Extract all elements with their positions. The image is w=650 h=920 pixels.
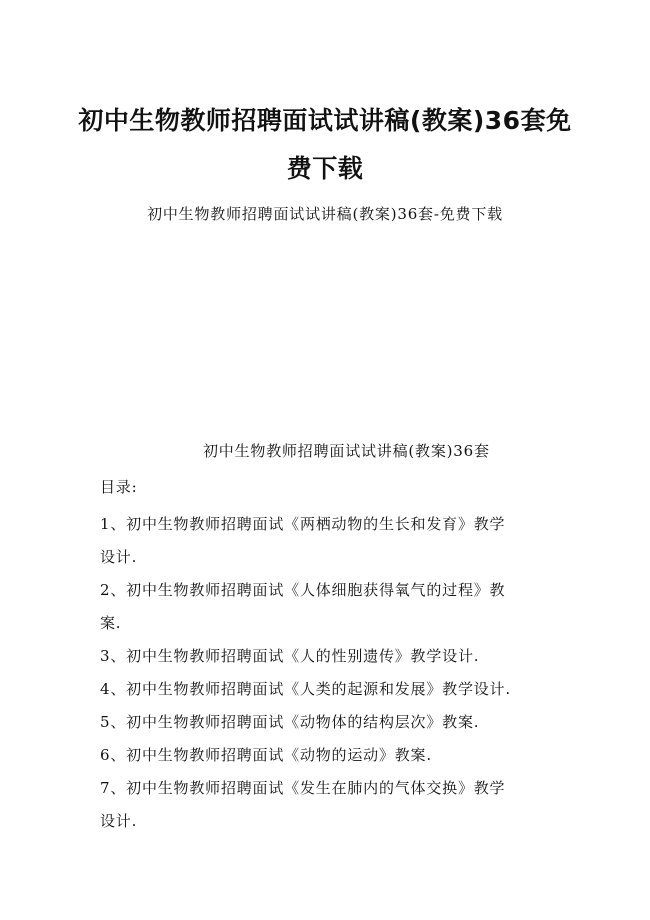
toc-list (100, 508, 570, 838)
toc-item-5[interactable] (100, 706, 570, 739)
document-subtitle: 初中生物教师招聘面试试讲稿(教案)36套-免费下载 (147, 205, 503, 223)
toc-item-2-line-2: 案. (100, 614, 122, 632)
toc-item-2[interactable] (100, 574, 570, 640)
toc-item-2-line-1: 2、初中生物教师招聘面试《人体细胞获得氧气的过程》教 (100, 581, 506, 599)
toc-item-6-line-1: 6、初中生物教师招聘面试《动物的运动》教案. (100, 746, 432, 764)
toc-item-7-line-1: 7、初中生物教师招聘面试《发生在肺内的气体交换》教学 (100, 779, 506, 797)
toc-item-3[interactable] (100, 640, 570, 673)
toc-item-6[interactable] (100, 739, 570, 772)
toc-item-7[interactable] (100, 772, 570, 838)
toc-item-4[interactable] (100, 673, 570, 706)
toc-item-7-line-2: 设计. (100, 812, 138, 830)
section-heading: 初中生物教师招聘面试试讲稿(教案)36套 (203, 442, 490, 460)
document-title (60, 97, 590, 193)
toc-label: 目录: (100, 478, 138, 496)
document-title-line-2: 费下载 (286, 154, 364, 183)
document-title-line-1: 初中生物教师招聘面试试讲稿(教案)36套免 (78, 106, 572, 135)
toc-item-1-line-1: 1、初中生物教师招聘面试《两栖动物的生长和发育》教学 (100, 515, 506, 533)
toc-item-4-line-1: 4、初中生物教师招聘面试《人类的起源和发展》教学设计. (100, 680, 511, 698)
toc-item-3-line-1: 3、初中生物教师招聘面试《人的性别遗传》教学设计. (100, 647, 480, 665)
toc-item-1-line-2: 设计. (100, 548, 138, 566)
toc-item-1[interactable] (100, 508, 570, 574)
toc-item-5-line-1: 5、初中生物教师招聘面试《动物体的结构层次》教案. (100, 713, 480, 731)
